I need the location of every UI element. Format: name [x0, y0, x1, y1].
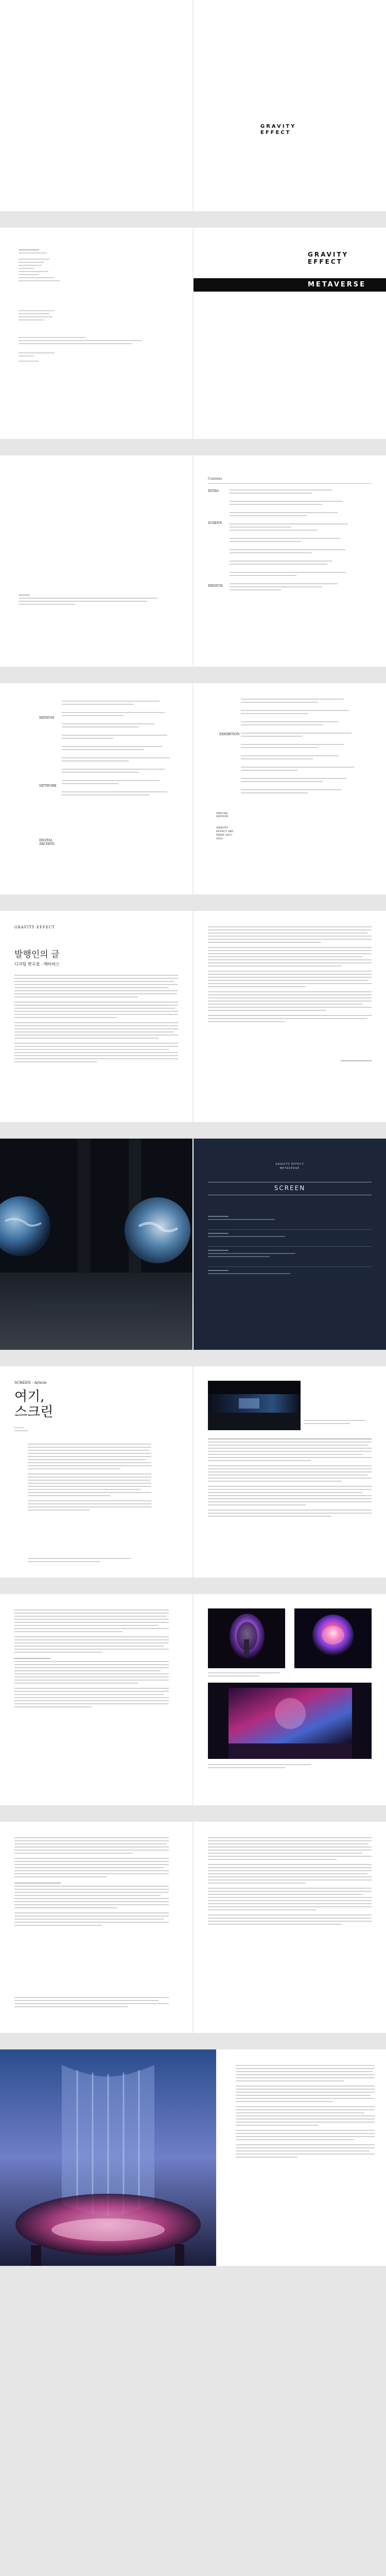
article-byline [14, 1427, 28, 1433]
spread-contents-1 [0, 455, 386, 667]
page-article-title [0, 1366, 192, 1578]
page-article-photo-1 [194, 1366, 386, 1578]
article-body-4 [14, 1837, 169, 1928]
page-blank-left [0, 0, 192, 211]
article-title [14, 1389, 53, 1420]
cover-logo [260, 124, 296, 135]
metaverse-banner [194, 278, 386, 292]
toc-entries-1 [230, 489, 372, 592]
screen-logo-line2: METAVERSE [279, 1167, 300, 1170]
photo-caption-1 [304, 1420, 365, 1426]
led-portal-photo [208, 1608, 285, 1668]
article-footnotes-2 [14, 1997, 169, 2009]
page-installation-photo [0, 2049, 216, 2266]
page-led-photos [194, 1594, 386, 1805]
spread-article-2 [0, 1594, 386, 1805]
screen-logo [194, 1162, 386, 1171]
copyright-block [19, 337, 142, 346]
page-article-text-2 [0, 1594, 192, 1805]
spread-editorial [0, 911, 386, 1122]
logo-line1: GRAVITY [308, 251, 349, 258]
article-body-6 [236, 2065, 375, 2160]
projection-photo [208, 1381, 301, 1430]
isbn-block [19, 352, 70, 364]
editorial-title: 발행인의 글 [14, 950, 60, 960]
toc-section-intro: INTRO [208, 489, 219, 493]
toc-section-medium: MEDIUM [208, 584, 223, 588]
toc-section-special-edition: SPECIAL EDITION [216, 812, 229, 818]
screen-logo-line1: GRAVITY EFFECT [275, 1163, 304, 1166]
toc-section-exhibition: EXHIBITION [219, 733, 240, 736]
screen-toc [208, 1216, 372, 1276]
page-colophon [0, 228, 192, 439]
article-body-5 [208, 1837, 372, 1927]
photo-caption-2 [208, 1672, 285, 1679]
screen-title: SCREEN [274, 1184, 306, 1192]
intro-note [19, 595, 157, 607]
editorial-body-1 [14, 975, 178, 1064]
banner-title: METAVERSE [308, 281, 366, 289]
spread-screen-opener [0, 1139, 386, 1350]
page-intro-note [0, 455, 192, 667]
spread-colophon [0, 228, 386, 439]
toc-section-screen: SCREEN [208, 521, 222, 525]
contact-block [19, 310, 60, 323]
page-screen-title [194, 1139, 386, 1350]
page-contents-2 [0, 683, 192, 894]
logo-line2: EFFECT [260, 129, 291, 135]
page-article-text-3 [0, 1822, 192, 2033]
editorial-signature [341, 1060, 372, 1063]
page-article-text-4 [194, 1822, 386, 2033]
toc-entries-2 [62, 701, 175, 798]
spread-installation [0, 2049, 386, 2266]
toc-section-medium-cont: MEDIUM [39, 716, 54, 720]
led-sphere-photo [294, 1608, 372, 1668]
page-contents-3 [194, 683, 386, 894]
article-kicker: SCREEN - Article [14, 1381, 47, 1385]
spread-article-opener [0, 1366, 386, 1578]
spread-cover [0, 0, 386, 211]
page-editorial-2 [194, 911, 386, 1122]
colophon-block [19, 249, 65, 283]
article-title-line1: 여기, [14, 1389, 45, 1404]
light-installation-photo [0, 2049, 216, 2266]
toc-section-digital-archive: DIGITAL ARCHIVE [39, 839, 55, 846]
page-editorial-1 [0, 911, 192, 1122]
led-room-photo [208, 1683, 372, 1759]
page-globe-photo [0, 1139, 192, 1350]
article-body-2 [208, 1438, 372, 1519]
page-contents-1 [194, 455, 386, 667]
spread-contents-2 [0, 683, 386, 894]
article-title-line2: 스크린 [14, 1404, 54, 1420]
article-body-1 [28, 1444, 151, 1513]
running-head: GRAVITY EFFECT [14, 925, 55, 929]
contents-heading: Contents [208, 477, 222, 481]
editorial-body-2 [208, 926, 372, 1024]
toc-section-art-prize: GRAVITY EFFECT ART PRIZE 2021-2022 [216, 826, 234, 840]
editorial-subtitle: 디지털 변곡점 - 메타버스 [14, 962, 60, 967]
article-body-3 [14, 1609, 169, 1709]
contents-rule [208, 483, 372, 484]
logo-line1: GRAVITY [260, 124, 296, 129]
title-logo [308, 251, 348, 266]
globe-installation-photo [0, 1139, 192, 1350]
screen-title-box [208, 1182, 372, 1195]
toc-section-network: NETWORK [39, 784, 57, 788]
page-installation-text [224, 2049, 386, 2266]
article-footnote-1 [28, 1558, 131, 1564]
page-title [194, 228, 386, 439]
toc-entries-3 [241, 699, 370, 795]
page-cover [194, 0, 386, 211]
spread-article-3 [0, 1822, 386, 2033]
logo-line2: EFFECT [308, 258, 343, 265]
photo-caption-3 [208, 1764, 311, 1770]
